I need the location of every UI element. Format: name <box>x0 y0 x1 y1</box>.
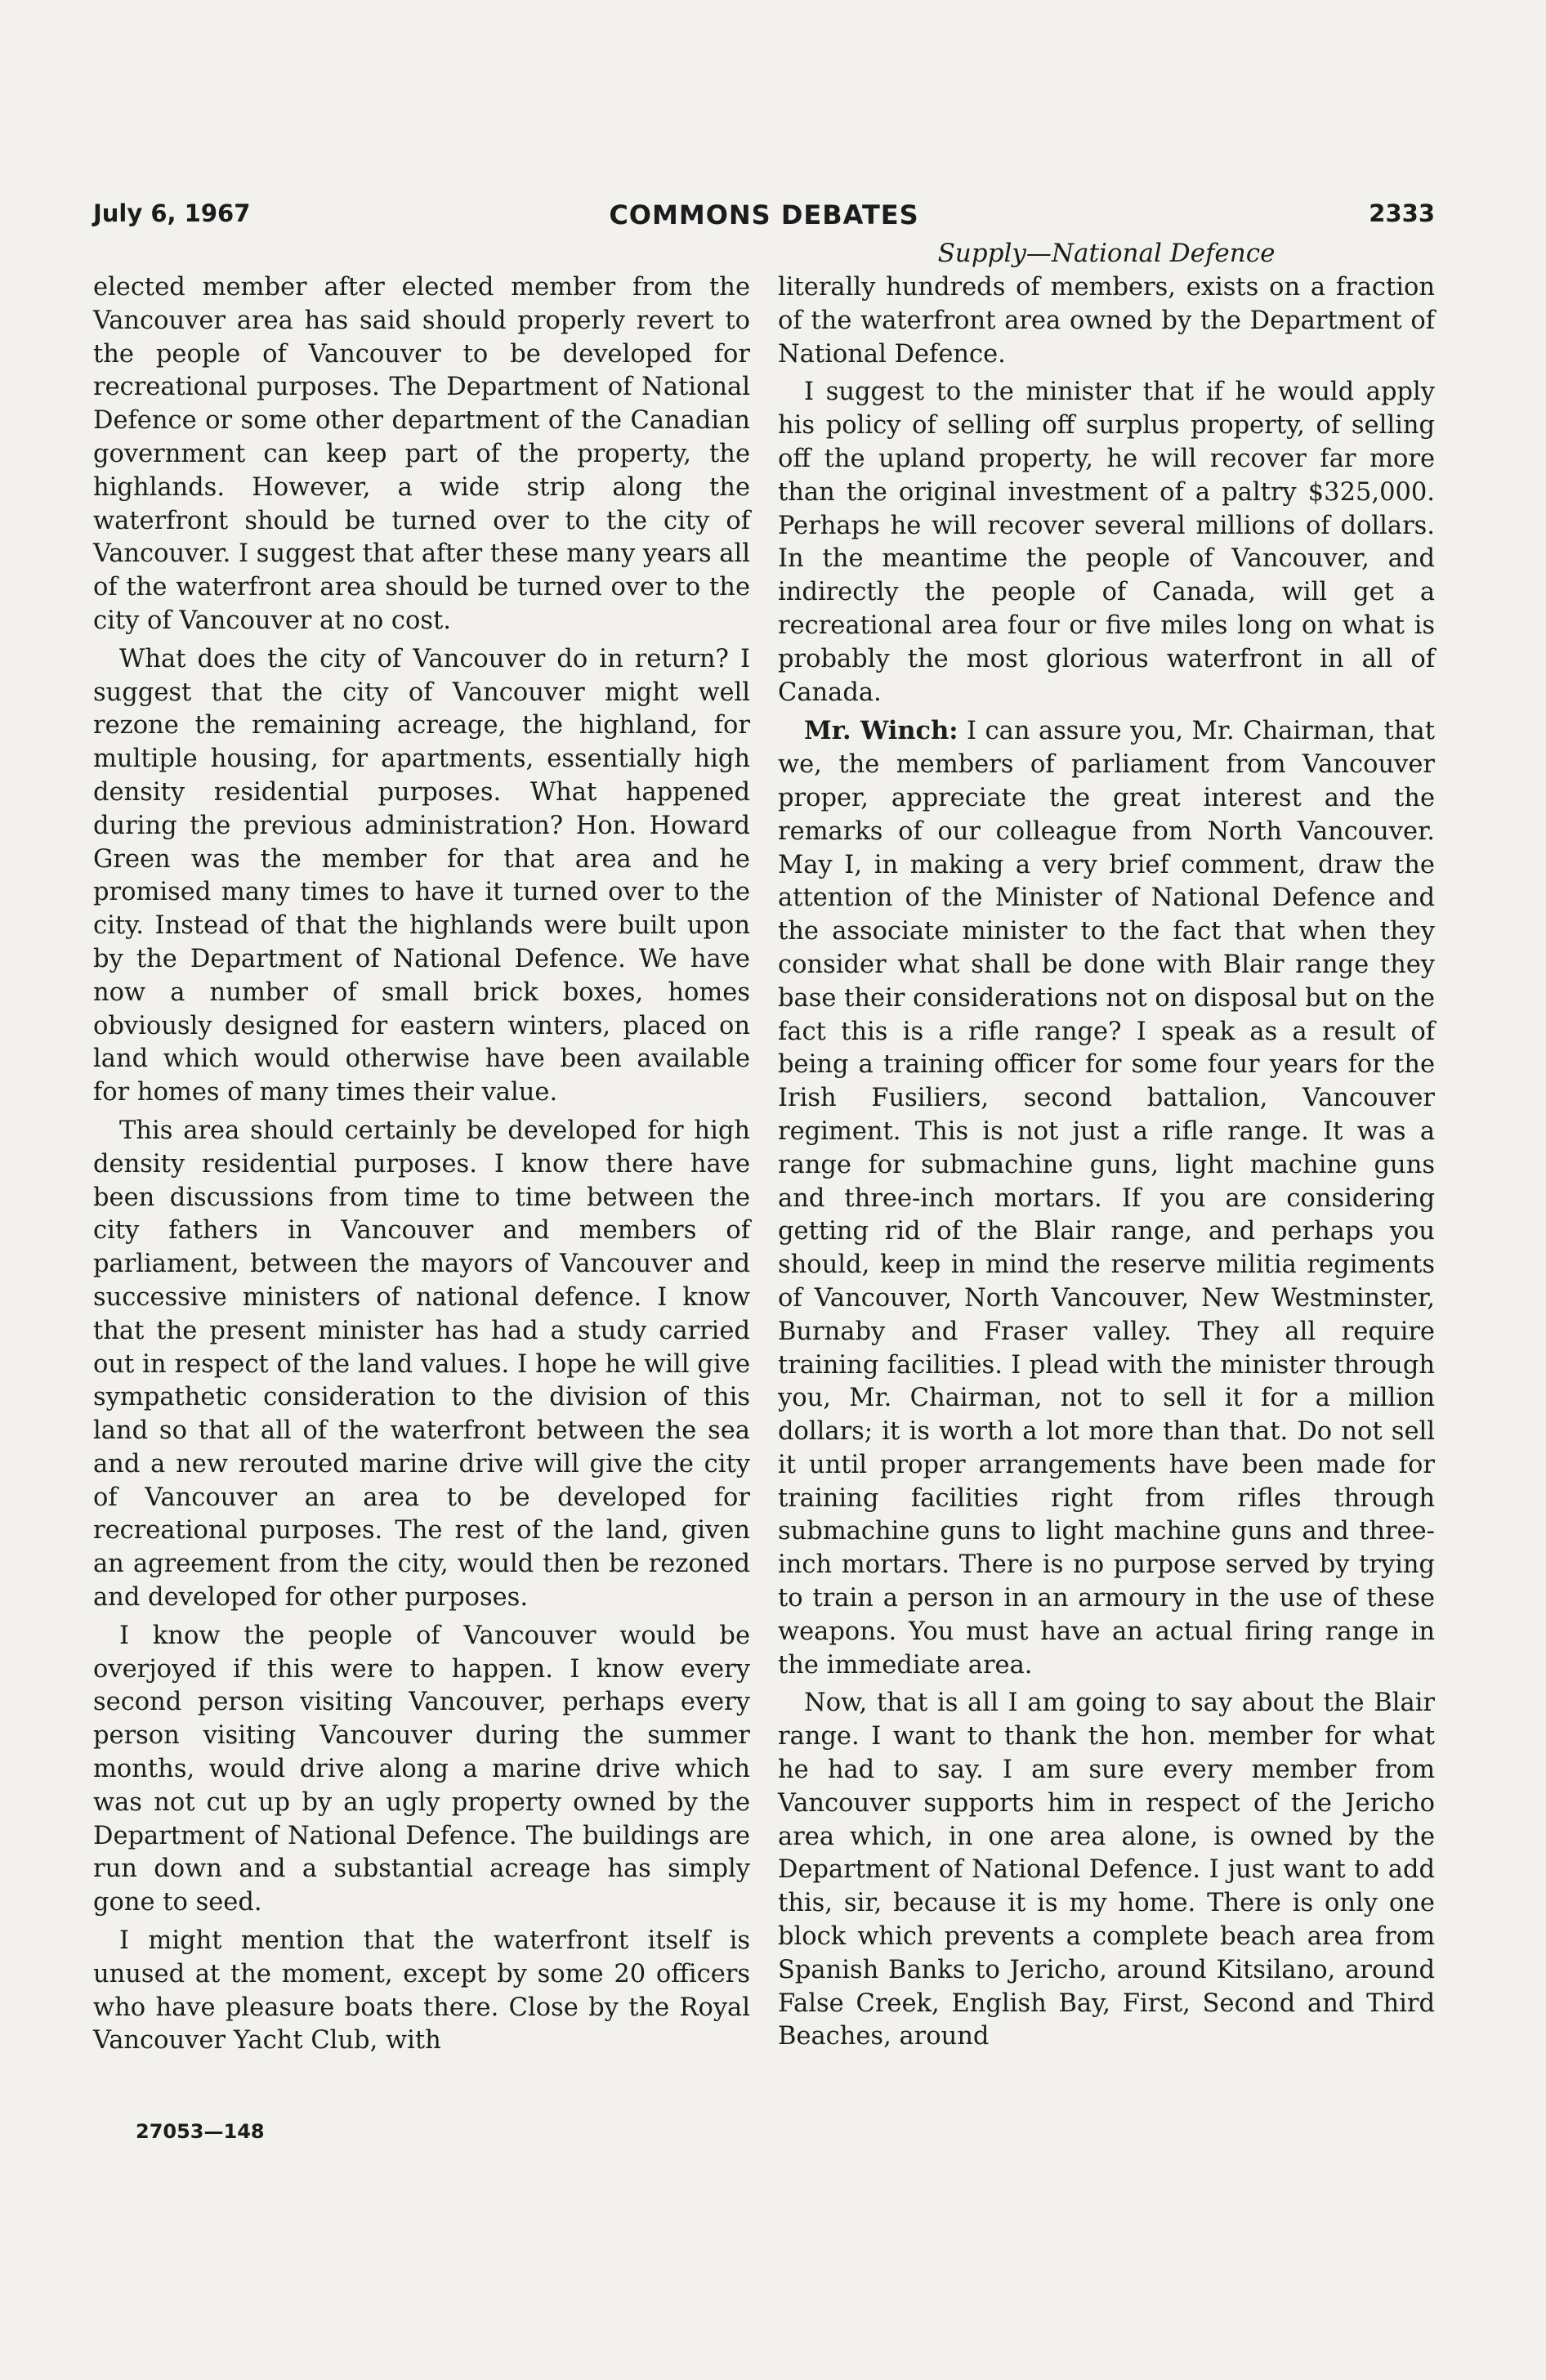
speech-text-1: I can assure you, Mr. Chairman, that we, the members of parliament from Vancouver proper, appreciate the great interest and the remarks of our colleague from North Vancouver. May I, in making a very brief comment, draw the attention of the Minister of National Defence and the associate minister to the fact that when they consider what shall be done with Blair range they base their considerations not on disposal but on the fact this is a rifle range? I speak as a result of being a training officer for some four years for the Irish Fusiliers, second battalion, Vancouver regiment. This is not just a rifle range. It was a range for submachine guns, light machine guns and three-inch mortars. If you are considering getting rid of the Blair range, and perhaps you should, keep in mind the reserve militia regiments of Vancouver, North Vancouver, New Westminster, Burnaby and Fraser valley. They all require training facilities. I plead with the minister through you, Mr. Chairman, not to sell it for a million dollars; it is worth a lot more than that. Do not sell it until proper arrangements have been made for training facilities right from rifles through submachine guns to light machine guns and three-inch mortars. There is no purpose served by trying to train a person in an armoury in the use of these weapons. You must have an actual firing range in the immediate area. <box>778 717 1435 1680</box>
speech-paragraph <box>778 714 1435 1682</box>
header-title: COMMONS DEBATES <box>609 199 919 230</box>
right-paragraph-2: I suggest to the minister that if he would apply his policy of selling off surplus property, of selling off the upland property, he will recover far more than the original investment of a paltry $325,000. Perhaps he will recover several millions of dollars. In the meantime the people of Vancouver, and indirectly the people of Canada, will get a recreational area four or five miles long on what is probably the most glorious waterfront in all of Canada. <box>778 378 1435 707</box>
footer-code: 27053—148 <box>136 2120 265 2143</box>
header-page-number: 2333 <box>1369 199 1435 227</box>
speaker-name: Mr. Winch: <box>804 716 958 746</box>
right-paragraph-1: literally hundreds of members, exists on a fraction of the waterfront area owned by the Department of National Defence. <box>778 273 1435 369</box>
left-paragraph-5: I might mention that the waterfront itself is unused at the moment, except by some 20 officers who have pleasure boats there. Close by the Royal Vancouver Yacht Club, with <box>93 1926 750 2056</box>
left-paragraph-3: This area should certainly be developed for high density residential purposes. I know there have been discussions from time to time between the city fathers in Vancouver and members of parliament, between the mayors of Vancouver and successive ministers of national defence. I know that the present minister has had a study carried out in respect of the land values. I hope he will give sympathetic consideration to the division of this land so that all of the waterfront between the sea and a new rerouted marine drive will give the city of Vancouver an area to be developed for recreational purposes. The rest of the land, given an agreement from the city, would then be rezoned and developed for other purposes. <box>93 1116 750 1613</box>
left-column <box>93 271 750 2063</box>
right-column <box>778 271 1435 2059</box>
header-date: July 6, 1967 <box>93 199 251 227</box>
section-subject: Supply—National Defence <box>937 239 1276 268</box>
right-paragraph-4: Now, that is all I am going to say about the Blair range. I want to thank the hon. member for what he had to say. I am sure every member from Vancouver supports him in respect of the Jericho area which, in one area alone, is owned by the Department of National Defence. I just want to add this, sir, because it is my home. There is only one block which prevents a complete beach area from Spanish Banks to Jericho, around Kitsilano, around False Creek, English Bay, First, Second and Third Beaches, around <box>778 1689 1435 2051</box>
left-paragraph-1: elected member after elected member from the Vancouver area has said should properly revert to the people of Vancouver to be developed for recreational purposes. The Department of National Defence or some other department of the Canadian government can keep part of the property, the highlands. However, a wide strip along the waterfront should be turned over to the city of Vancouver. I suggest that after these many years all of the waterfront area should be turned over to the city of Vancouver at no cost. <box>93 273 750 635</box>
left-paragraph-2: What does the city of Vancouver do in return? I suggest that the city of Vancouver might well rezone the remaining acreage, the highland, for multiple housing, for apartments, essentially high density residential purposes. What happened during the previous administration? Hon. Howard Green was the member for that area and he promised many times to have it turned over to the city. Instead of that the highlands were built upon by the Department of National Defence. We have now a number of small brick boxes, homes obviously designed for eastern winters, placed on land which would otherwise have been available for homes of many times their value. <box>93 644 750 1107</box>
left-paragraph-4: I know the people of Vancouver would be overjoyed if this were to happen. I know every second person visiting Vancouver, perhaps every person visiting Vancouver during the summer months, would drive along a marine drive which was not cut up by an ugly property owned by the Department of National Defence. The buildings are run down and a substantial acreage has simply gone to seed. <box>93 1621 750 1917</box>
page-header <box>93 199 1435 232</box>
